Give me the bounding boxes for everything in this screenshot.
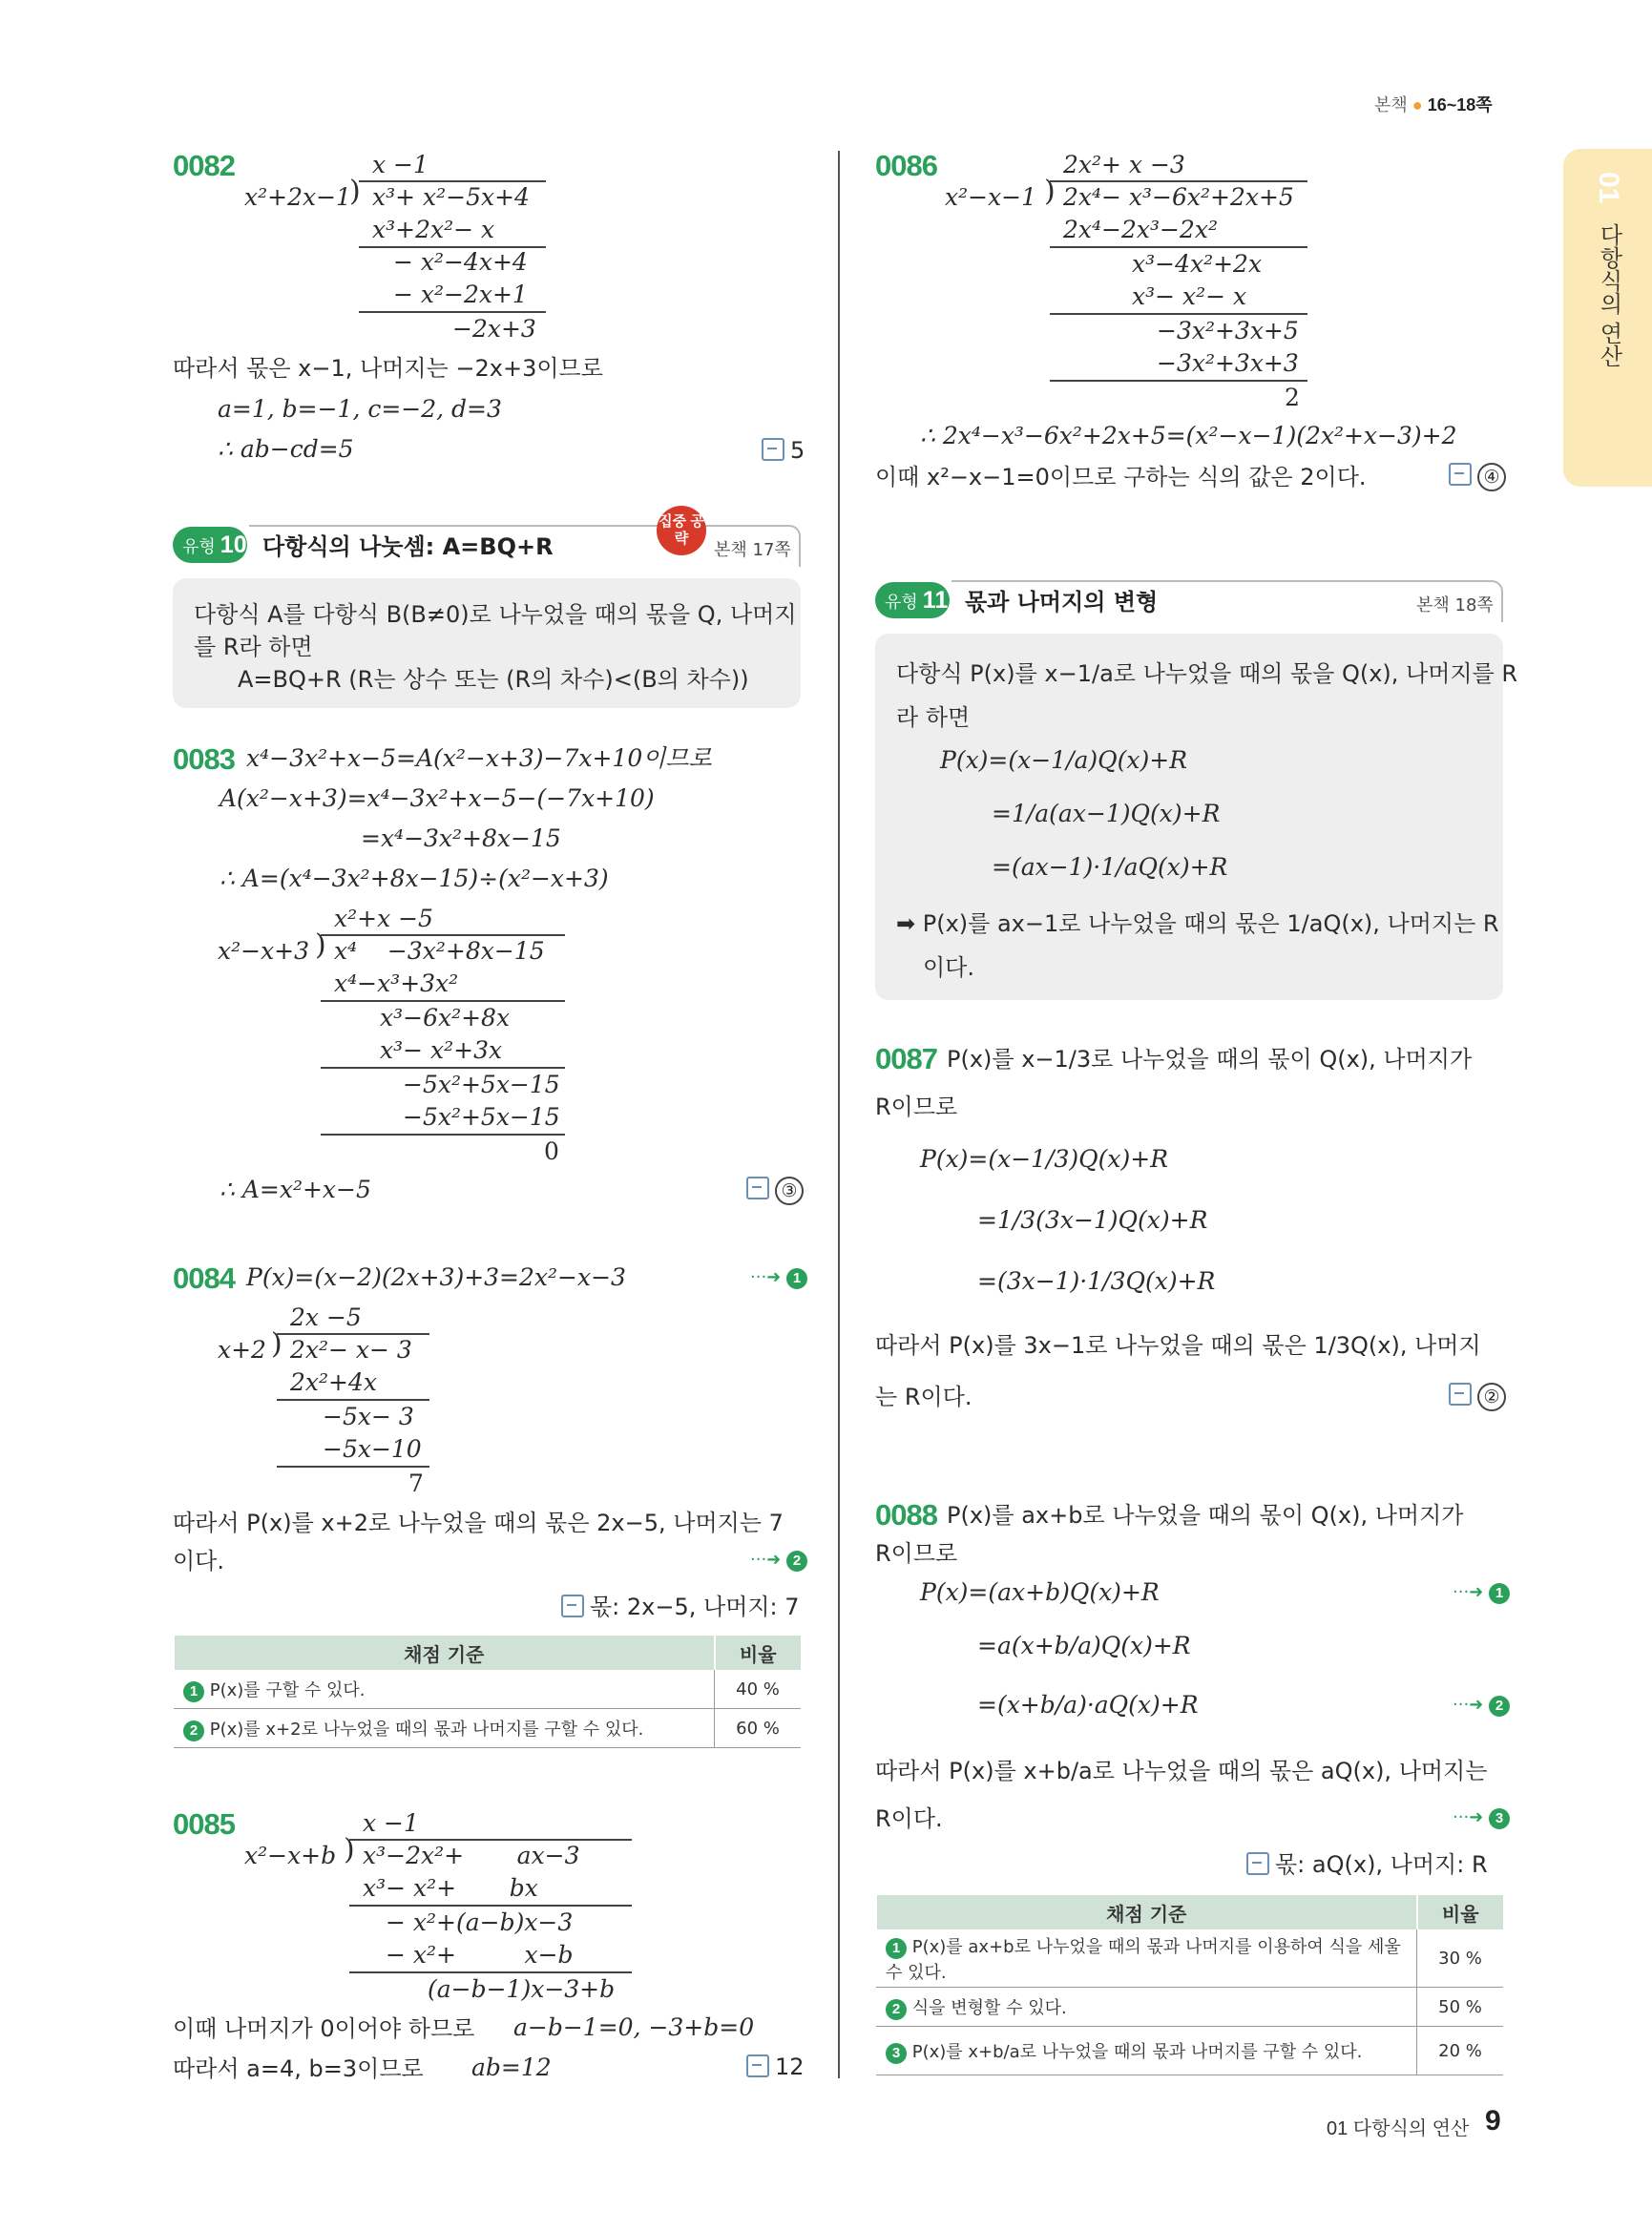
div-divisor: x+2 [218,1336,266,1364]
type11-title: 몫과 나머지의 변형 [951,580,1503,622]
answer-icon [746,1177,769,1199]
table-header: 비율 [715,1636,802,1670]
answer-0082: 5 [762,437,805,464]
scoring-table-0084 [173,1636,801,1748]
solution-line: R이므로 [875,1540,958,1567]
solution-line: 따라서 P(x)를 3x−1로 나누었을 때의 몫은 1/3Q(x), 나머지 [875,1332,1481,1359]
div-dividend: 2x⁴− x³−6x²+2x+5 [1063,183,1294,211]
solution-line: A(x²−x+3)=x⁴−3x²+x−5−(−7x+10) [220,784,655,812]
concept-line: ➡ P(x)를 ax−1로 나누었을 때의 몫은 1/aQ(x), 나머지는 R [896,910,1499,937]
type10-badge: 유형 10 [173,527,247,563]
div-divisor: x²−x+3 [218,937,310,965]
solution-line: 는 R이다. [875,1384,972,1410]
header-pages: 16~18쪽 [1427,95,1493,115]
div-row: x⁴−x³+3x² [334,970,459,997]
answer-0084: 몫: 2x−5, 나머지: 7 [561,1588,800,1621]
concept-line: 이다. [923,954,974,981]
solution-line: P(x)를 x−1/3로 나누었을 때의 몫이 Q(x), 나머지가 [947,1046,1473,1073]
solution-line: ∴ ab−cd=5 [218,435,354,463]
div-bracket: ) [1044,175,1056,208]
solution-line: =(3x−1)·1/3Q(x)+R [977,1267,1216,1295]
div-row: −5x−10 [323,1435,422,1463]
solution-line: 이때 나머지가 0이어야 하므로 [173,2015,475,2042]
type10-header [173,525,801,567]
div-dividend: x³−2x²+ ax−3 [363,1842,580,1869]
step-marker-1: ···➜ 1 [1453,1582,1510,1604]
div-quotient: x²+x −5 [334,905,433,932]
solution-line: ∴ A=(x⁴−3x²+8x−15)÷(x²−x+3) [220,865,609,892]
answer-icon [1449,463,1472,486]
div-row: −2x+3 [452,315,536,343]
div-dividend: x⁴ −3x²+8x−15 [334,937,545,965]
concept-line: 다항식 A를 다항식 B(B≠0)로 나누었을 때의 몫을 Q, 나머지 [194,601,797,628]
div-dividend: 2x²− x− 3 [290,1336,412,1364]
div-row: − x²+(a−b)x−3 [386,1908,574,1936]
table-row: 2 P(x)를 x+2로 나누었을 때의 몫과 나머지를 구할 수 있다. 60 % [174,1709,801,1748]
problem-number-0082: 0082 [173,149,235,182]
div-remainder: 0 [544,1137,559,1165]
table-header: 채점 기준 [174,1636,715,1670]
div-row: −3x²+3x+3 [1157,349,1299,377]
step-marker-1: ···➜ 1 [750,1267,807,1289]
table-row: 2 식을 변형할 수 있다. 50 % [876,1988,1503,2027]
div-remainder: 2 [1285,384,1300,411]
div-bracket: ) [349,175,361,208]
solution-line: a−b−1=0, −3+b=0 [513,2013,755,2041]
problem-number-0086: 0086 [875,149,937,182]
answer-icon [762,438,784,461]
header-book: 본책 [1374,95,1408,115]
solution-line: P(x)를 ax+b로 나누었을 때의 몫이 Q(x), 나머지가 [947,1502,1464,1529]
chapter-side-tab [1563,149,1652,487]
solution-line: 이다. [173,1548,224,1574]
solution-line: R이다. [875,1805,943,1832]
div-row: −3x²+3x+5 [1157,317,1299,344]
scoring-table-0088 [875,1895,1503,2075]
concept-line: =(ax−1)·1/aQ(x)+R [992,853,1228,881]
div-quotient: 2x²+ x −3 [1063,151,1185,178]
problem-number-0085: 0085 [173,1807,235,1841]
solution-line: 따라서 a=4, b=3이므로 [173,2055,424,2082]
div-row: − x²−2x+1 [393,281,528,308]
div-row: x³−6x²+8x [380,1004,511,1032]
div-bracket: ) [344,1833,355,1866]
column-divider [838,151,840,2078]
div-divisor: x²+2x−1 [244,183,351,211]
solution-line: =a(x+b/a)Q(x)+R [977,1632,1191,1659]
concept-line: 를 R라 하면 [194,634,313,660]
div-row: 2x⁴−2x³−2x² [1063,216,1218,243]
concept-line: 다항식 P(x)를 x−1/a로 나누었을 때의 몫을 Q(x), 나머지를 R [896,660,1518,687]
solution-line: x⁴−3x²+x−5=A(x²−x+3)−7x+10이므로 [246,744,712,772]
problem-number-0084: 0084 [173,1261,235,1295]
solution-line: R이므로 [875,1094,958,1120]
div-dividend: x³+ x²−5x+4 [372,183,530,211]
table-header: 비율 [1417,1895,1504,1929]
solution-line: =x⁴−3x²+8x−15 [361,824,561,852]
div-row: x³− x²+ bx [363,1874,538,1902]
div-divisor: x²−x−1 [945,183,1037,211]
solution-line: P(x)=(x−2)(2x+3)+3=2x²−x−3 [246,1263,626,1291]
table-header: 채점 기준 [876,1895,1417,1929]
concept-line: 라 하면 [896,704,971,731]
solution-line: 이때 x²−x−1=0이므로 구하는 식의 값은 2이다. [875,464,1367,490]
step-marker-3: ···➜ 3 [1453,1807,1510,1829]
solution-line: a=1, b=−1, c=−2, d=3 [218,395,502,423]
div-remainder: (a−b−1)x−3+b [428,1975,616,2003]
div-bracket: ) [315,928,326,962]
type10-title: 다항식의 나눗셈: A=BQ+R [249,525,801,567]
step-marker-2: ···➜ 2 [1453,1695,1510,1717]
answer-icon [746,2054,769,2077]
footer-chapter: 01 다항식의 연산 [1327,2118,1470,2139]
type10-concept-box [173,578,801,708]
div-quotient: 2x −5 [290,1303,362,1331]
page-header [1374,92,1493,116]
type11-book-ref: 본책 18쪽 [1416,595,1494,615]
div-row: −5x²+5x−15 [403,1071,560,1098]
answer-0088: 몫: aQ(x), 나머지: R [1246,1845,1488,1879]
div-row: x³−4x²+2x [1132,250,1263,278]
solution-line: =(x+b/a)·aQ(x)+R [977,1691,1199,1719]
div-divisor: x²−x+b [244,1842,337,1869]
answer-0086: ④ [1449,462,1506,491]
answer-0083: ③ [746,1176,804,1205]
table-row: 1 P(x)를 구할 수 있다. 40 % [174,1670,801,1709]
solution-line: 따라서 P(x)를 x+2로 나누었을 때의 몫은 2x−5, 나머지는 7 [173,1510,784,1536]
side-tab-title: 다항식의 연산 [1596,223,1621,367]
problem-number-0087: 0087 [875,1042,937,1075]
div-bracket: ) [271,1327,282,1361]
solution-line: ∴ 2x⁴−x³−6x²+2x+5=(x²−x−1)(2x²+x−3)+2 [920,422,1457,449]
div-row: −5x²+5x−15 [403,1103,560,1131]
solution-line: 따라서 P(x)를 x+b/a로 나누었을 때의 몫은 aQ(x), 나머지는 [875,1758,1488,1784]
solution-line: ∴ A=x²+x−5 [220,1176,371,1203]
div-quotient: x −1 [372,151,429,178]
step-marker-2: ···➜ 2 [750,1550,807,1572]
side-tab-num: 01 [1593,172,1624,204]
type11-badge: 유형 11 [875,582,950,618]
dot-icon: ● [1412,95,1423,115]
solution-line: 따라서 몫은 x−1, 나머지는 −2x+3이므로 [173,355,603,382]
answer-icon [1246,1852,1269,1875]
solution-line: P(x)=(ax+b)Q(x)+R [920,1578,1160,1606]
div-remainder: 7 [408,1470,424,1497]
answer-icon [1449,1383,1472,1406]
table-row: 1 P(x)를 ax+b로 나누었을 때의 몫과 나머지를 이용하여 식을 세울 수 있다. 30 % [876,1929,1503,1988]
concept-line: =1/a(ax−1)Q(x)+R [992,800,1221,827]
focus-tag: 집중 공략 [657,506,706,555]
solution-line: ab=12 [471,2054,552,2081]
answer-icon [561,1595,584,1617]
div-row: − x²+ x−b [386,1941,574,1969]
div-row: x³− x²+3x [380,1036,503,1064]
answer-0087: ② [1449,1382,1506,1411]
solution-line: =1/3(3x−1)Q(x)+R [977,1206,1208,1234]
div-row: − x²−4x+4 [393,248,528,276]
div-row: −5x− 3 [323,1403,414,1430]
solution-line: P(x)=(x−1/3)Q(x)+R [920,1145,1169,1173]
div-row: 2x²+4x [290,1368,377,1396]
type11-concept-box [875,634,1518,1000]
div-row: x³− x²− x [1132,282,1247,310]
concept-line: A=BQ+R (R는 상수 또는 (R의 차수)<(B의 차수)) [238,666,749,693]
type10-book-ref: 본책 17쪽 [714,540,791,560]
concept-line: P(x)=(x−1/a)Q(x)+R [940,746,1188,774]
table-row: 3 P(x)를 x+b/a로 나누었을 때의 몫과 나머지를 구할 수 있다. 20 % [876,2027,1503,2075]
div-quotient: x −1 [363,1809,419,1837]
problem-number-0083: 0083 [173,742,235,776]
page-number: 9 [1485,2105,1501,2137]
type11-header [875,580,1503,622]
problem-number-0088: 0088 [875,1498,937,1532]
answer-0085: 12 [746,2054,805,2080]
div-row: x³+2x²− x [372,216,495,243]
